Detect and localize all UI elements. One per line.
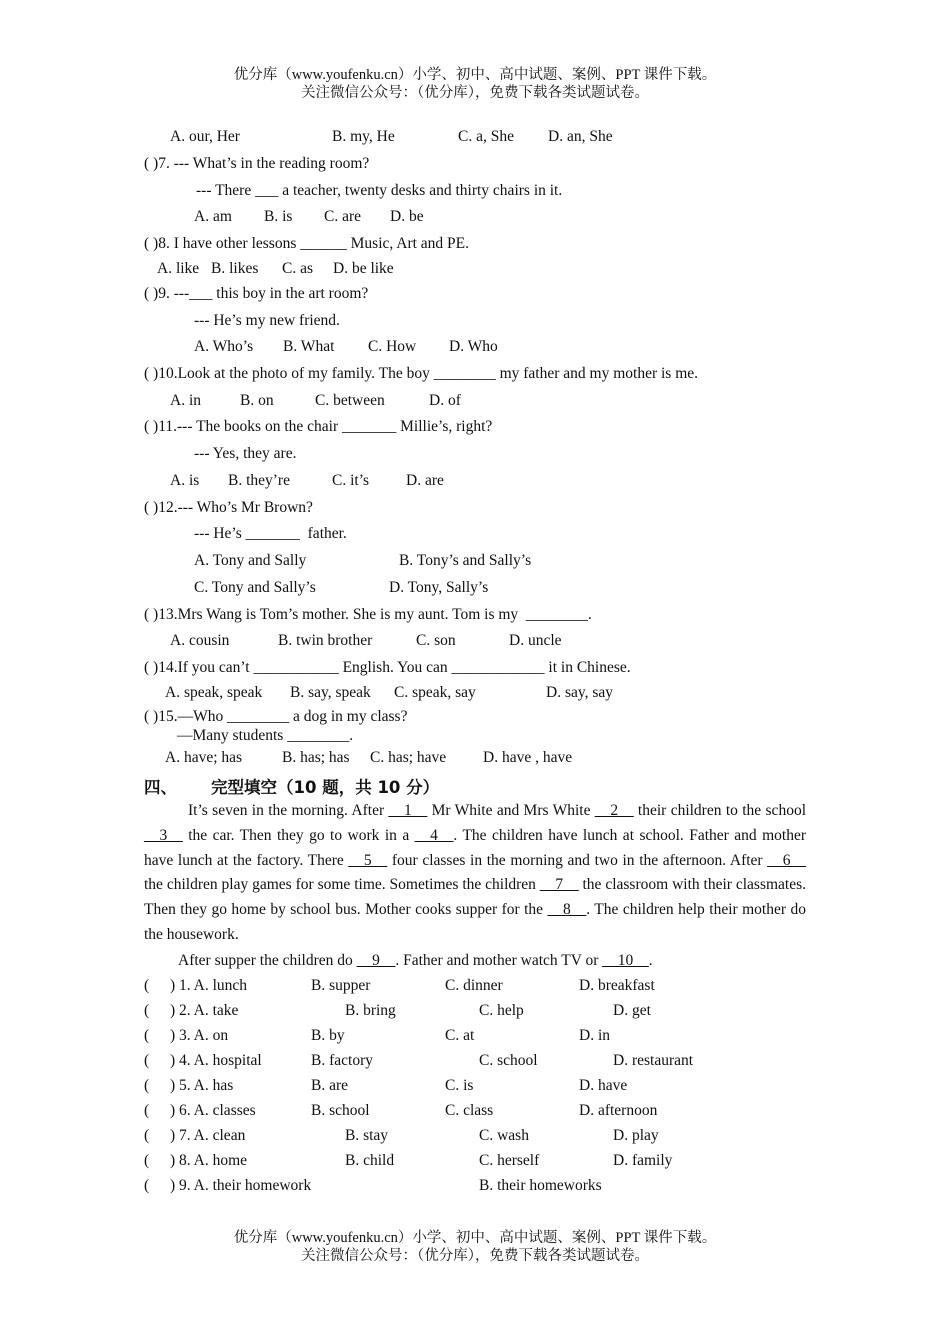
cloze-4-bracket: (: [144, 1052, 150, 1069]
q12-option-c: C. Tony and Sally’s: [194, 579, 316, 596]
cloze-1-option-b: B. supper: [311, 977, 371, 994]
cloze-6-option-b: B. school: [311, 1102, 370, 1119]
passage-paragraph-2: After supper the children do __9__. Father and mother watch TV or __10__.: [178, 952, 653, 969]
cloze-5-option-d: D. have: [579, 1077, 628, 1094]
q14-option-a: A. speak, speak: [165, 684, 263, 701]
blank-3: __3__: [144, 826, 183, 844]
q14-option-d: D. say, say: [546, 684, 614, 701]
q6-option-b: B. my, He: [332, 128, 395, 145]
q10-option-a: A. in: [170, 392, 201, 409]
cloze-3-bracket: (: [144, 1027, 150, 1044]
cloze-9-bracket: (: [144, 1177, 150, 1194]
q15-option-a: A. have; has: [165, 749, 243, 766]
cloze-9-option-a: ) 9. A. their homework: [170, 1177, 312, 1194]
q14-option-b: B. say, speak: [290, 684, 371, 701]
q11-option-b: B. they’re: [228, 472, 290, 489]
cloze-1-option-d: D. breakfast: [579, 977, 655, 994]
q9-option-c: C. How: [368, 338, 417, 355]
q12-option-d: D. Tony, Sally’s: [389, 579, 489, 596]
q9-option-b: B. What: [283, 338, 335, 355]
cloze-1-bracket: (: [144, 977, 150, 994]
cloze-6-bracket: (: [144, 1102, 150, 1119]
cloze-3-option-c: C. at: [445, 1027, 475, 1044]
cloze-8-option-a: ) 8. A. home: [170, 1152, 248, 1169]
q11-option-a: A. is: [170, 472, 200, 489]
q12-line2: --- He’s _______ father.: [194, 525, 347, 542]
footer-line-1: 优分库（www.youfenku.cn）小学、初中、高中试题、案例、PPT 课件下载。: [233, 1230, 717, 1246]
cloze-7-bracket: (: [144, 1127, 150, 1144]
q15-stem: ( )15.—Who ________ a dog in my class?: [144, 708, 408, 725]
q9-option-d: D. Who: [449, 338, 498, 355]
q13-option-b: B. twin brother: [278, 632, 373, 649]
cloze-2-option-d: D. get: [613, 1002, 651, 1019]
q8-option-c: C. as: [282, 260, 313, 277]
q6-option-d: D. an, She: [548, 128, 613, 145]
blank-7: __7__: [539, 876, 579, 894]
header-line-2: 关注微信公众号：（优分库），免费下载各类试题试卷。: [301, 85, 649, 101]
q13-option-c: C. son: [416, 632, 456, 649]
q10-stem: ( )10.Look at the photo of my family. The boy ________ my father and my mother is me.: [144, 365, 699, 382]
cloze-2-option-a: ) 2. A. take: [170, 1002, 239, 1019]
cloze-7-option-d: D. play: [613, 1127, 659, 1144]
q14-stem: ( )14.If you can’t ___________ English. You can ____________ it in Chinese.: [144, 659, 631, 676]
q15-option-b: B. has; has: [282, 749, 350, 766]
cloze-7-option-b: B. stay: [345, 1127, 389, 1144]
section-number: 四、: [144, 778, 177, 797]
q9-stem: ( )9. ---___ this boy in the art room?: [144, 285, 369, 302]
q13-option-a: A. cousin: [170, 632, 230, 649]
q15-option-c: C. has; have: [370, 749, 447, 766]
cloze-3-option-b: B. by: [311, 1027, 345, 1044]
cloze-5-option-b: B. are: [311, 1077, 349, 1094]
cloze-4-option-b: B. factory: [311, 1052, 373, 1069]
q9-line2: --- He’s my new friend.: [194, 312, 340, 329]
blank-1: __1__: [388, 802, 428, 819]
blank-10: __10__: [602, 952, 649, 969]
cloze-5-option-c: C. is: [445, 1077, 474, 1094]
q14-option-c: C. speak, say: [394, 684, 476, 701]
q6-option-c: C. a, She: [458, 128, 514, 145]
q11-stem: ( )11.--- The books on the chair _______ Millie’s, right?: [144, 418, 493, 435]
cloze-6-option-c: C. class: [445, 1102, 494, 1119]
q13-option-d: D. uncle: [509, 632, 562, 649]
q10-option-d: D. of: [429, 392, 461, 409]
cloze-2-option-b: B. bring: [345, 1002, 396, 1019]
blank-6: __6__: [767, 851, 806, 869]
cloze-6-option-d: D. afternoon: [579, 1102, 658, 1119]
q8-stem: ( )8. I have other lessons ______ Music, Art and PE.: [144, 235, 470, 252]
cloze-3-option-d: D. in: [579, 1027, 610, 1044]
blank-2: __2__: [594, 802, 634, 819]
q9-option-a: A. Who’s: [194, 338, 254, 355]
q7-option-b: B. is: [264, 208, 293, 225]
cloze-2-option-c: C. help: [479, 1002, 524, 1019]
cloze-8-bracket: (: [144, 1152, 150, 1169]
cloze-9-option-b: B. their homeworks: [479, 1177, 602, 1194]
cloze-2-bracket: (: [144, 1002, 150, 1019]
q15-line2: —Many students ________.: [177, 727, 354, 744]
q11-line2: --- Yes, they are.: [194, 445, 297, 462]
q8-option-d: D. be like: [333, 260, 394, 277]
cloze-3-option-a: ) 3. A. on: [170, 1027, 229, 1044]
q7-option-d: D. be: [390, 208, 424, 225]
cloze-8-option-b: B. child: [345, 1152, 395, 1169]
cloze-1-option-c: C. dinner: [445, 977, 503, 994]
cloze-5-bracket: (: [144, 1077, 150, 1094]
q11-option-c: C. it’s: [332, 472, 370, 489]
footer-line-2: 关注微信公众号：（优分库），免费下载各类试题试卷。: [301, 1248, 649, 1264]
q11-option-d: D. are: [406, 472, 444, 489]
cloze-4-option-d: D. restaurant: [613, 1052, 694, 1069]
q10-option-c: C. between: [315, 392, 385, 409]
cloze-5-option-a: ) 5. A. has: [170, 1077, 234, 1094]
passage-paragraph-1: It’s seven in the morning. After __1__ Mr White and Mrs White __2__ their children to the school __3__ the car. Then they go to work in a __4__. The children have lunch at school. Father and mother have lunch at the factory. There __5__ four classes in the morning and two in the afternoon. After __6__ the children play games for some time. Sometimes the children __7__ the classroom with their classmates. Then they go home by school bus. Mother cooks supper for the __8__. The children help their mother do the housework.: [144, 802, 807, 943]
blank-8: __8__: [547, 901, 587, 919]
q10-option-b: B. on: [240, 392, 274, 409]
cloze-4-option-a: ) 4. A. hospital: [170, 1052, 262, 1069]
q7-option-c: C. are: [324, 208, 362, 225]
q7-option-a: A. am: [194, 208, 232, 225]
blank-5: __5__: [348, 851, 388, 869]
q12-option-b: B. Tony’s and Sally’s: [399, 552, 532, 569]
q13-stem: ( )13.Mrs Wang is Tom’s mother. She is my aunt. Tom is my ________.: [144, 606, 592, 623]
q7-line2: --- There ___ a teacher, twenty desks and thirty chairs in it.: [196, 182, 563, 199]
q15-option-d: D. have , have: [483, 749, 573, 766]
cloze-1-option-a: ) 1. A. lunch: [170, 977, 248, 994]
cloze-7-option-a: ) 7. A. clean: [170, 1127, 246, 1144]
q12-stem: ( )12.--- Who’s Mr Brown?: [144, 499, 313, 516]
q8-option-b: B. likes: [211, 260, 259, 277]
cloze-6-option-a: ) 6. A. classes: [170, 1102, 256, 1119]
cloze-8-option-d: D. family: [613, 1152, 673, 1169]
section-title: 完型填空（10 题，共 10 分）: [211, 778, 440, 797]
q8-option-a: A. like: [157, 260, 200, 277]
cloze-4-option-c: C. school: [479, 1052, 538, 1069]
q7-stem: ( )7. --- What’s in the reading room?: [144, 155, 370, 172]
blank-9: __9__: [356, 952, 396, 969]
blank-4: __4__: [414, 826, 454, 844]
q12-option-a: A. Tony and Sally: [194, 552, 307, 569]
q6-option-a: A. our, Her: [170, 128, 240, 145]
cloze-8-option-c: C. herself: [479, 1152, 540, 1169]
cloze-7-option-c: C. wash: [479, 1127, 529, 1144]
header-line-1: 优分库（www.youfenku.cn）小学、初中、高中试题、案例、PPT 课件下载。: [233, 67, 717, 83]
